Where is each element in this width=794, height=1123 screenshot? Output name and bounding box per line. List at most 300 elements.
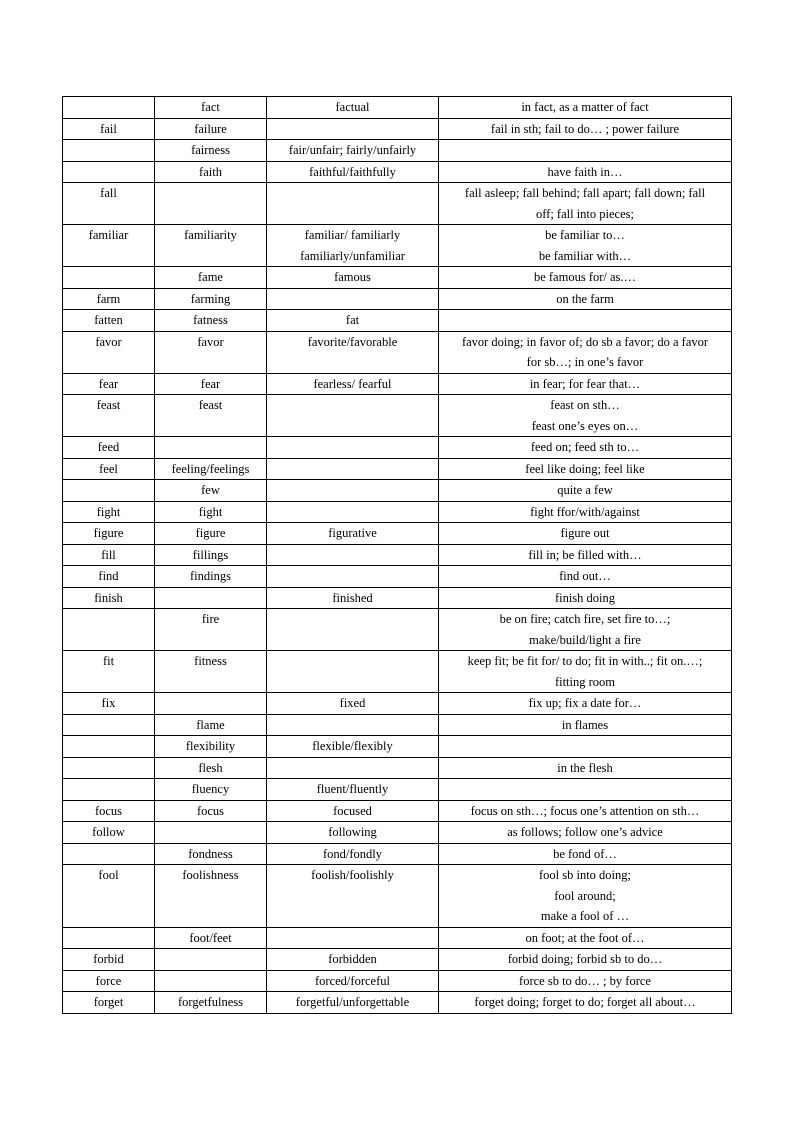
- phrases-cell: [439, 651, 732, 693]
- cell-line: fill in; be filled with…: [528, 547, 642, 562]
- adjective-adverb-cell: [267, 97, 439, 119]
- phrases-cell: [439, 480, 732, 502]
- cell-line: finish doing: [554, 590, 616, 605]
- adjective-adverb-cell: [267, 183, 439, 225]
- cell-line: [271, 545, 434, 566]
- noun-cell: [155, 970, 267, 992]
- noun-cell: [155, 140, 267, 162]
- cell-line: forbid doing; forbid sb to do…: [507, 952, 663, 966]
- adjective-adverb-cell: [267, 927, 439, 949]
- cell-line: focused: [333, 803, 372, 818]
- cell-line: in fact, as a matter of fact: [521, 100, 649, 114]
- cell-line: farm: [96, 291, 121, 306]
- cell-line: fatten: [94, 313, 123, 327]
- verb-cell: [63, 373, 155, 395]
- cell-line: flexibility: [185, 739, 236, 753]
- cell-line: fitting room: [554, 674, 616, 689]
- adjective-adverb-cell: [267, 693, 439, 715]
- table-row: [63, 288, 732, 310]
- cell-line: fear: [200, 376, 221, 391]
- verb-cell: [63, 183, 155, 225]
- cell-line: [271, 183, 434, 204]
- adjective-adverb-cell: [267, 865, 439, 928]
- table-row: [63, 800, 732, 822]
- cell-line: make a fool of …: [540, 909, 630, 923]
- cell-line: [271, 437, 434, 458]
- verb-cell: [63, 736, 155, 758]
- cell-line: fear: [98, 376, 119, 391]
- cell-line: off; fall into pieces;: [535, 206, 634, 221]
- adjective-adverb-cell: [267, 779, 439, 801]
- adjective-adverb-cell: [267, 822, 439, 844]
- verb-cell: [63, 822, 155, 844]
- phrases-cell: [439, 927, 732, 949]
- noun-cell: [155, 288, 267, 310]
- adjective-adverb-cell: [267, 544, 439, 566]
- verb-cell: [63, 523, 155, 545]
- cell-line: fall: [100, 186, 117, 200]
- cell-line: [67, 609, 150, 630]
- cell-line: [67, 736, 150, 757]
- cell-line: [271, 758, 434, 779]
- cell-line: [271, 609, 434, 630]
- verb-cell: [63, 310, 155, 332]
- cell-line: fair/unfair; fairly/unfairly: [288, 143, 417, 157]
- cell-line: [67, 267, 150, 288]
- cell-line: flesh: [198, 760, 223, 775]
- cell-line: forgetfulness: [177, 995, 244, 1009]
- table-row: [63, 757, 732, 779]
- cell-line: focus: [94, 803, 123, 818]
- table-row: [63, 501, 732, 523]
- table-row: [63, 927, 732, 949]
- phrases-cell: [439, 566, 732, 588]
- cell-line: feel like doing; feel like: [525, 461, 645, 476]
- cell-line: fluency: [191, 782, 230, 796]
- noun-cell: [155, 992, 267, 1014]
- verb-cell: [63, 927, 155, 949]
- adjective-adverb-cell: [267, 437, 439, 459]
- table-row: [63, 310, 732, 332]
- cell-line: [271, 715, 434, 736]
- noun-cell: [155, 437, 267, 459]
- table-row: [63, 480, 732, 502]
- noun-cell: [155, 501, 267, 523]
- verb-cell: [63, 267, 155, 289]
- table-row: [63, 843, 732, 865]
- cell-line: fire: [201, 612, 220, 626]
- phrases-cell: [439, 714, 732, 736]
- noun-cell: [155, 458, 267, 480]
- cell-line: foot/feet: [189, 930, 232, 945]
- verb-cell: [63, 161, 155, 183]
- cell-line: in flames: [561, 717, 609, 732]
- adjective-adverb-cell: [267, 970, 439, 992]
- table-row: [63, 865, 732, 928]
- cell-line: foolishness: [182, 868, 239, 882]
- cell-line: fearless/ fearful: [313, 376, 392, 391]
- table-body: [63, 97, 732, 1014]
- verb-cell: [63, 480, 155, 502]
- cell-line: fame: [198, 270, 223, 284]
- verb-cell: [63, 437, 155, 459]
- cell-line: on foot; at the foot of…: [525, 930, 645, 945]
- cell-line: be familiar to…: [545, 228, 625, 242]
- cell-line: fight: [198, 504, 223, 519]
- cell-line: find out…: [559, 569, 611, 583]
- cell-line: forgetful/unforgettable: [295, 995, 410, 1009]
- verb-cell: [63, 757, 155, 779]
- cell-line: force sb to do… ; by force: [519, 973, 651, 988]
- phrases-cell: [439, 118, 732, 140]
- cell-line: figure out: [560, 526, 610, 540]
- cell-line: in the flesh: [557, 760, 613, 775]
- cell-line: fight ffor/with/against: [530, 504, 640, 519]
- noun-cell: [155, 161, 267, 183]
- table-row: [63, 183, 732, 225]
- cell-line: for sb…; in one’s favor: [526, 355, 644, 369]
- table-row: [63, 544, 732, 566]
- phrases-cell: [439, 437, 732, 459]
- adjective-adverb-cell: [267, 140, 439, 162]
- adjective-adverb-cell: [267, 225, 439, 267]
- phrases-cell: [439, 288, 732, 310]
- table-row: [63, 373, 732, 395]
- cell-line: foolish/foolishly: [311, 868, 394, 882]
- noun-cell: [155, 609, 267, 651]
- noun-cell: [155, 714, 267, 736]
- cell-line: feed on; feed sth to…: [530, 440, 640, 454]
- cell-line: flame: [196, 717, 225, 732]
- cell-line: [67, 779, 150, 800]
- phrases-cell: [439, 843, 732, 865]
- cell-line: feed: [97, 440, 120, 454]
- cell-line: feeling/feelings: [171, 461, 250, 476]
- adjective-adverb-cell: [267, 331, 439, 373]
- cell-line: favor: [197, 334, 224, 349]
- verb-cell: [63, 395, 155, 437]
- noun-cell: [155, 544, 267, 566]
- cell-line: as follows; follow one’s advice: [507, 825, 663, 839]
- phrases-cell: [439, 992, 732, 1014]
- phrases-cell: [439, 310, 732, 332]
- phrases-cell: [439, 544, 732, 566]
- noun-cell: [155, 587, 267, 609]
- adjective-adverb-cell: [267, 310, 439, 332]
- cell-line: be familiar with…: [538, 248, 632, 263]
- cell-line: finished: [332, 590, 373, 605]
- verb-cell: [63, 714, 155, 736]
- cell-line: flexible/flexibly: [312, 739, 393, 753]
- cell-line: feel: [99, 461, 118, 476]
- cell-line: [159, 183, 262, 204]
- cell-line: [443, 140, 727, 161]
- cell-line: fairness: [191, 143, 230, 157]
- verb-cell: [63, 587, 155, 609]
- cell-line: [159, 971, 262, 992]
- table-row: [63, 566, 732, 588]
- verb-cell: [63, 693, 155, 715]
- noun-cell: [155, 395, 267, 437]
- table-row: [63, 970, 732, 992]
- adjective-adverb-cell: [267, 501, 439, 523]
- phrases-cell: [439, 822, 732, 844]
- noun-cell: [155, 225, 267, 267]
- table-row: [63, 118, 732, 140]
- adjective-adverb-cell: [267, 609, 439, 651]
- cell-line: forced/forceful: [315, 973, 390, 988]
- verb-cell: [63, 992, 155, 1014]
- noun-cell: [155, 373, 267, 395]
- noun-cell: [155, 267, 267, 289]
- verb-cell: [63, 458, 155, 480]
- cell-line: [159, 588, 262, 609]
- phrases-cell: [439, 523, 732, 545]
- phrases-cell: [439, 757, 732, 779]
- table-row: [63, 736, 732, 758]
- verb-cell: [63, 544, 155, 566]
- phrases-cell: [439, 779, 732, 801]
- verb-cell: [63, 97, 155, 119]
- phrases-cell: [439, 970, 732, 992]
- cell-line: keep fit; be fit for/ to do; fit in with..; fit on.…;: [467, 654, 703, 668]
- table-row: [63, 822, 732, 844]
- verb-cell: [63, 288, 155, 310]
- adjective-adverb-cell: [267, 118, 439, 140]
- noun-cell: [155, 927, 267, 949]
- verb-cell: [63, 800, 155, 822]
- cell-line: favorite/favorable: [307, 334, 398, 349]
- phrases-cell: [439, 693, 732, 715]
- cell-line: forget: [93, 995, 124, 1009]
- cell-line: fluent/fluently: [316, 782, 389, 796]
- phrases-cell: [439, 183, 732, 225]
- cell-line: faith: [199, 164, 222, 179]
- cell-line: focus on sth…; focus one’s attention on sth…: [470, 803, 700, 818]
- phrases-cell: [439, 609, 732, 651]
- noun-cell: [155, 949, 267, 971]
- adjective-adverb-cell: [267, 992, 439, 1014]
- cell-line: [159, 822, 262, 843]
- verb-cell: [63, 118, 155, 140]
- cell-line: fillings: [192, 547, 229, 562]
- phrases-cell: [439, 395, 732, 437]
- cell-line: favor doing; in favor of; do sb a favor; do a favor: [461, 334, 709, 349]
- cell-line: in fear; for fear that…: [529, 376, 641, 391]
- cell-line: [271, 289, 434, 310]
- adjective-adverb-cell: [267, 566, 439, 588]
- cell-line: fix: [101, 696, 116, 710]
- cell-line: feast on sth…: [550, 398, 620, 412]
- noun-cell: [155, 118, 267, 140]
- table-row: [63, 651, 732, 693]
- cell-line: factual: [335, 100, 370, 114]
- verb-cell: [63, 501, 155, 523]
- cell-line: focus: [196, 803, 225, 818]
- phrases-cell: [439, 587, 732, 609]
- adjective-adverb-cell: [267, 587, 439, 609]
- cell-line: [271, 459, 434, 480]
- adjective-adverb-cell: [267, 651, 439, 693]
- phrases-cell: [439, 267, 732, 289]
- table-row: [63, 714, 732, 736]
- cell-line: fact: [201, 100, 220, 114]
- cell-line: fall asleep; fall behind; fall apart; fall down; fall: [464, 186, 706, 200]
- adjective-adverb-cell: [267, 800, 439, 822]
- cell-line: fail: [100, 121, 117, 136]
- table-row: [63, 609, 732, 651]
- noun-cell: [155, 800, 267, 822]
- cell-line: [67, 715, 150, 736]
- cell-line: figure: [93, 526, 124, 540]
- cell-line: feast: [96, 398, 121, 412]
- cell-line: [67, 97, 150, 118]
- table-row: [63, 225, 732, 267]
- adjective-adverb-cell: [267, 843, 439, 865]
- table-row: [63, 437, 732, 459]
- cell-line: [271, 480, 434, 501]
- noun-cell: [155, 566, 267, 588]
- adjective-adverb-cell: [267, 267, 439, 289]
- cell-line: [271, 119, 434, 140]
- adjective-adverb-cell: [267, 480, 439, 502]
- noun-cell: [155, 651, 267, 693]
- noun-cell: [155, 779, 267, 801]
- verb-cell: [63, 949, 155, 971]
- cell-line: failure: [194, 121, 227, 136]
- table-row: [63, 779, 732, 801]
- cell-line: have faith in…: [547, 164, 623, 179]
- table-row: [63, 992, 732, 1014]
- cell-line: fill: [101, 547, 116, 562]
- table-row: [63, 267, 732, 289]
- cell-line: fitness: [194, 654, 227, 668]
- cell-line: fixed: [339, 696, 366, 710]
- verb-cell: [63, 865, 155, 928]
- table-row: [63, 693, 732, 715]
- adjective-adverb-cell: [267, 395, 439, 437]
- verb-cell: [63, 225, 155, 267]
- cell-line: forbidden: [328, 952, 377, 966]
- noun-cell: [155, 97, 267, 119]
- table-row: [63, 587, 732, 609]
- cell-line: figurative: [328, 526, 377, 540]
- noun-cell: [155, 843, 267, 865]
- cell-line: forbid: [93, 952, 124, 966]
- cell-line: [67, 758, 150, 779]
- cell-line: quite a few: [557, 483, 613, 497]
- cell-line: fondness: [188, 846, 233, 861]
- cell-line: fail in sth; fail to do… ; power failure: [490, 121, 680, 136]
- cell-line: famous: [334, 270, 371, 284]
- phrases-cell: [439, 331, 732, 373]
- cell-line: figure: [195, 526, 226, 540]
- phrases-cell: [439, 949, 732, 971]
- cell-line: [159, 693, 262, 714]
- phrases-cell: [439, 865, 732, 928]
- cell-line: on the farm: [556, 291, 614, 306]
- noun-cell: [155, 331, 267, 373]
- verb-cell: [63, 140, 155, 162]
- noun-cell: [155, 757, 267, 779]
- cell-line: familiar: [88, 228, 129, 242]
- phrases-cell: [439, 97, 732, 119]
- cell-line: finish: [94, 590, 123, 605]
- table-row: [63, 331, 732, 373]
- adjective-adverb-cell: [267, 757, 439, 779]
- cell-line: [67, 140, 150, 161]
- adjective-adverb-cell: [267, 714, 439, 736]
- noun-cell: [155, 865, 267, 928]
- cell-line: fool sb into doing;: [538, 868, 632, 882]
- cell-line: [67, 844, 150, 865]
- phrases-cell: [439, 501, 732, 523]
- verb-cell: [63, 609, 155, 651]
- table-row: [63, 140, 732, 162]
- adjective-adverb-cell: [267, 949, 439, 971]
- cell-line: familiarity: [184, 228, 237, 242]
- cell-line: fool: [98, 868, 119, 882]
- table-row: [63, 458, 732, 480]
- cell-line: fat: [345, 313, 360, 327]
- cell-line: [271, 928, 434, 949]
- table-row: [63, 161, 732, 183]
- word-family-table: [62, 96, 732, 1014]
- phrases-cell: [439, 800, 732, 822]
- cell-line: [271, 651, 434, 672]
- noun-cell: [155, 523, 267, 545]
- verb-cell: [63, 566, 155, 588]
- verb-cell: [63, 779, 155, 801]
- phrases-cell: [439, 458, 732, 480]
- cell-line: be on fire; catch fire, set fire to…;: [499, 612, 671, 626]
- cell-line: favor: [95, 334, 122, 349]
- cell-line: fool around;: [554, 888, 616, 903]
- phrases-cell: [439, 140, 732, 162]
- cell-line: faithful/faithfully: [309, 164, 396, 179]
- cell-line: fix up; fix a date for…: [528, 696, 642, 710]
- noun-cell: [155, 736, 267, 758]
- noun-cell: [155, 822, 267, 844]
- cell-line: [67, 162, 150, 183]
- phrases-cell: [439, 225, 732, 267]
- cell-line: be fond of…: [553, 846, 617, 861]
- adjective-adverb-cell: [267, 373, 439, 395]
- table-row: [63, 523, 732, 545]
- cell-line: find: [98, 569, 119, 583]
- phrases-cell: [439, 736, 732, 758]
- noun-cell: [155, 310, 267, 332]
- cell-line: [271, 566, 434, 587]
- table-row: [63, 97, 732, 119]
- adjective-adverb-cell: [267, 523, 439, 545]
- cell-line: make/build/light a fire: [529, 632, 641, 647]
- verb-cell: [63, 970, 155, 992]
- cell-line: forget doing; forget to do; forget all about…: [474, 995, 696, 1009]
- cell-line: [271, 395, 434, 416]
- cell-line: fatness: [193, 313, 228, 327]
- cell-line: fit: [102, 654, 115, 668]
- cell-line: force: [95, 973, 122, 988]
- table-row: [63, 949, 732, 971]
- noun-cell: [155, 480, 267, 502]
- cell-line: [443, 736, 727, 757]
- cell-line: feast: [198, 398, 223, 412]
- cell-line: follow: [92, 825, 125, 839]
- cell-line: fight: [96, 504, 121, 519]
- table-row: [63, 395, 732, 437]
- cell-line: farming: [190, 291, 231, 306]
